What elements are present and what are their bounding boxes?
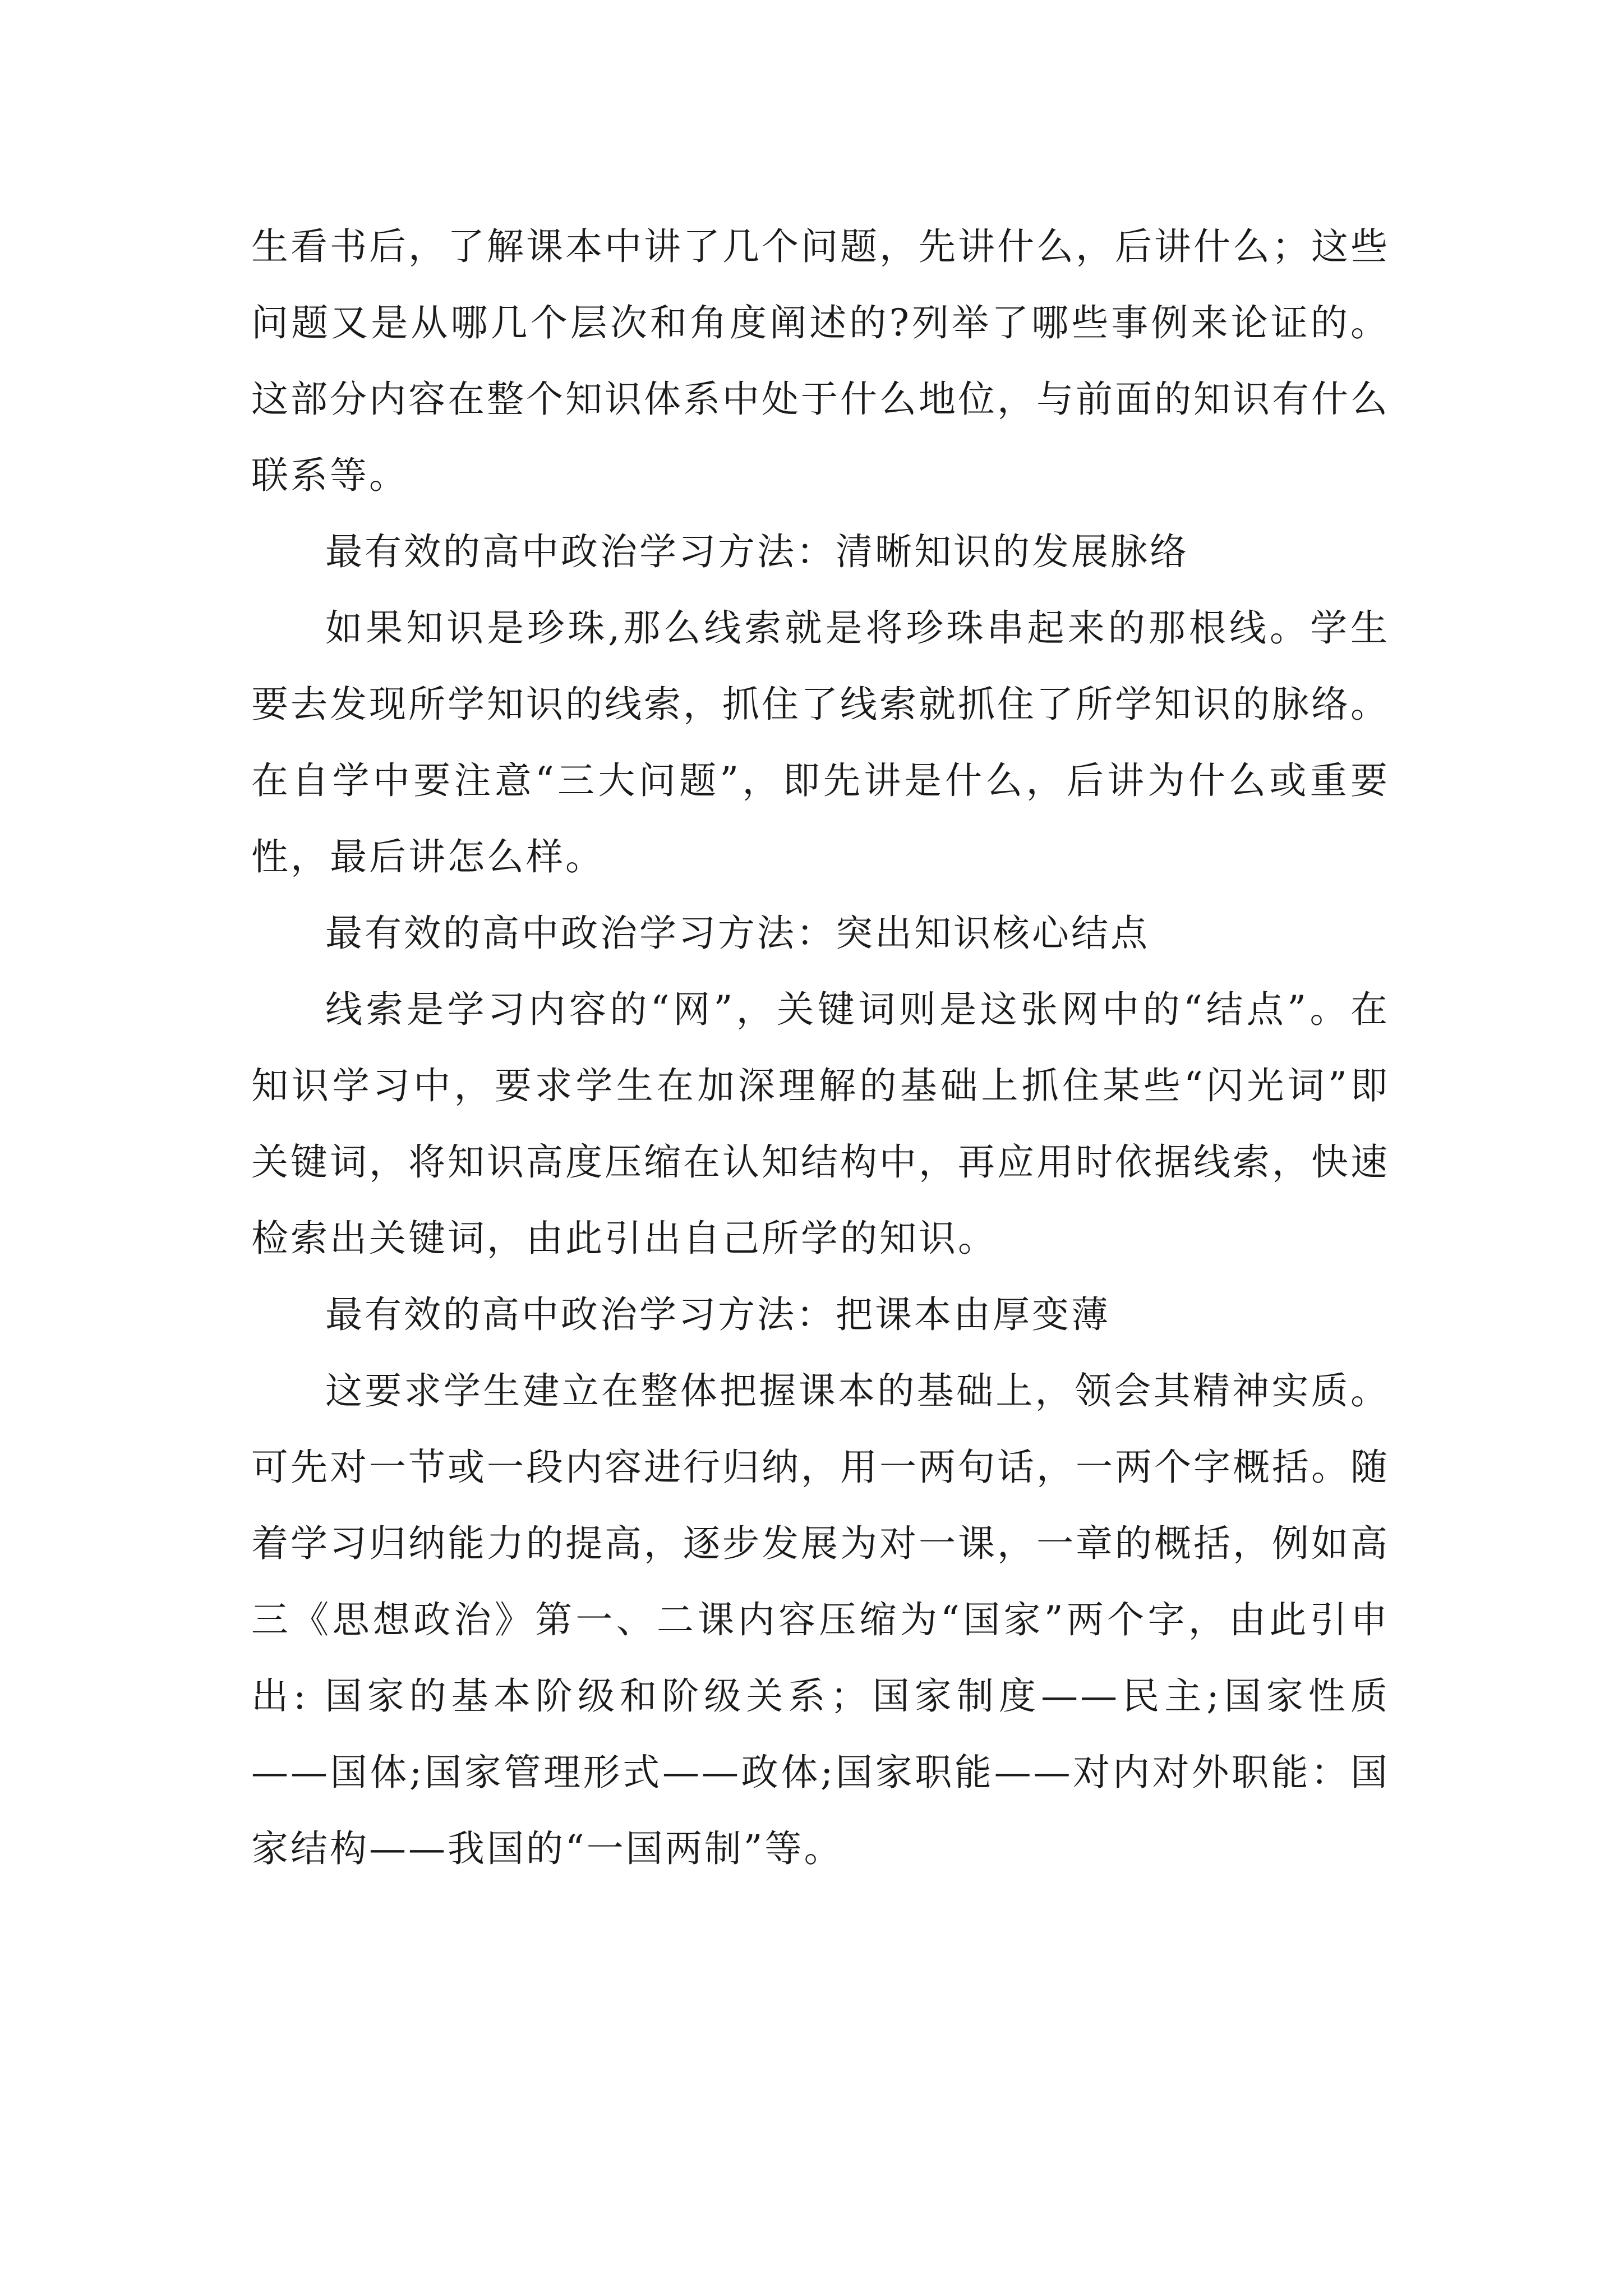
section-heading-core-nodes: 最有效的高中政治学习方法：突出知识核心结点 [325,912,1150,955]
paragraph-knowledge-thread: 如果知识是珍珠,那么线索就是将珍珠串起来的那根线。学生要去发现所学知识的线索，抓住了线索就抓住了所学知识的脉络。在自学中要注意“三大问题”，即先讲是什么，后讲为什么或重要性，最后讲怎么样。 [251,606,1390,878]
paragraph-core-nodes: 线索是学习内容的“网”，关键词则是这张网中的“结点”。在知识学习中，要求学生在加深理解的基础上抓住某些“闪光词”即关键词，将知识高度压缩在认知结构中，再应用时依据线索，快速检索出关键词，由此引出自己所学的知识。 [251,988,1390,1260]
paragraph-intro-continued: 生看书后，了解课本中讲了几个问题，先讲什么，后讲什么；这些问题又是从哪几个层次和角度阐述的?列举了哪些事例来论证的。这部分内容在整个知识体系中处于什么地位，与前面的知识有什么联系等。 [251,225,1390,497]
section-heading-knowledge-thread: 最有效的高中政治学习方法：清晰知识的发展脉络 [325,530,1189,573]
paragraph-thick-to-thin: 这要求学生建立在整体把握课本的基础上，领会其精神实质。可先对一节或一段内容进行归纳，用一两句话，一两个字概括。随着学习归纳能力的提高，逐步发展为对一课，一章的概括，例如高三《思想政治》第一、二课内容压缩为“国家”两个字，由此引申出: 国家的基本阶级和阶级关系；国家制度——民主;国家性质——国体;国家管理形式——政体;国家职能——对内对外职能：国家结构——我国的“一国两制”等。 [251,1369,1390,1870]
section-heading-thick-to-thin: 最有效的高中政治学习方法：把课本由厚变薄 [325,1293,1110,1336]
document-body [251,209,1390,1887]
